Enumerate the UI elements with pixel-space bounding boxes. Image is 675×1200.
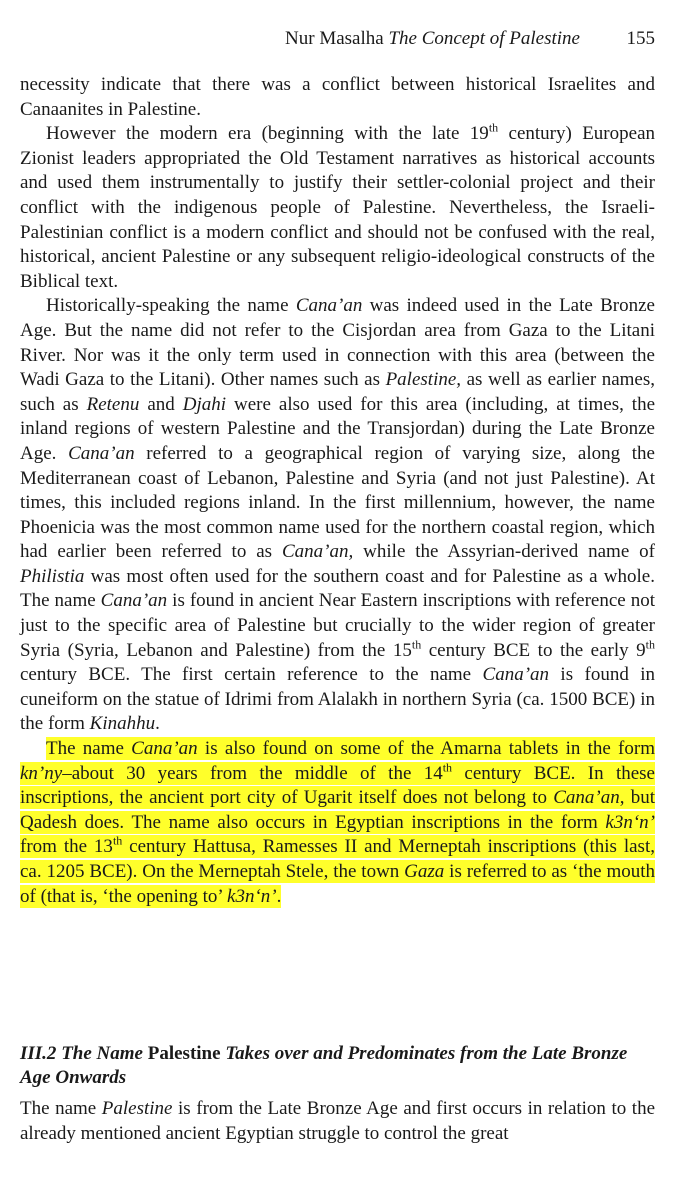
text-run: . (276, 885, 282, 907)
italic-text: Cana’an (553, 787, 620, 809)
italic-text: Palestine (101, 1098, 173, 1119)
section-heading-keyword: Palestine (147, 1043, 221, 1064)
superscript-text: th (442, 760, 453, 775)
text-run: was most often used for the southern coast and for Palestine as a whole. The name (20, 565, 655, 612)
italic-text: k3n‘n’ (605, 811, 655, 833)
text-run: century) European Zionist leaders appropriated the Old Testament narratives as historical accounts and used them instrumentally to justify their settler-colonial project and their conflict with the indigenous people of Palestine. Nevertheless, the Israeli-Palestinian conflict is a modern conflict and should not be confused with the real, historical, ancient Palestine or any subsequent religio-ideological constructs of the Biblical text. (20, 123, 656, 292)
section-heading-part3: Takes over and Predominates from the Late Bronze Age Onwards (20, 1043, 628, 1088)
text-run: referred to a geographical region of varying size, along the Mediterranean coast of Lebanon, Palestine and Syria (and not just Palestine). At times, this included regions inland. In the first millennium, however, the name Phoenicia was the most common name used for the northern coastal region, which had earlier been referred to as (20, 442, 655, 563)
paragraph-1: necessity indicate that there was a conflict between historical Israelites and Canaanites in Palestine. (20, 74, 655, 120)
closing-text (20, 1097, 655, 1146)
text-run: . (155, 713, 160, 735)
text-run: The name (20, 1098, 102, 1119)
text-run: is from the Late Bronze Age and first occurs in relation to the already mentioned ancient Egyptian struggle to control the great (20, 1098, 656, 1144)
text-run: However the modern era (beginning with the late 19 (46, 123, 489, 145)
text-run: century BCE to the early 9 (421, 639, 646, 661)
text-run: is found in cuneiform on the statue of Idrimi from Alalakh in northern Syria (ca. 1500 BCE) in the form (20, 664, 656, 735)
text-run: as well as earlier names, such as (20, 369, 655, 415)
text-run: century Hattusa, Ramesses II and Merneptah inscriptions (this last, ca. 1205 BCE). On the Merneptah Stele, the town (20, 836, 655, 882)
italic-text: Gaza (404, 861, 445, 882)
highlight-mark (20, 737, 655, 908)
body-text (20, 73, 655, 909)
text-run: –about 30 years from the middle of the 14 (62, 762, 443, 784)
italic-text: Retenu (86, 393, 140, 415)
superscript-text: th (645, 637, 656, 652)
paragraph-2 (20, 122, 655, 294)
section-heading-part1: The Name (61, 1043, 143, 1064)
book-title: The Concept of Palestine (388, 28, 580, 49)
italic-text: Cana’an (131, 738, 198, 760)
italic-text: Cana’an (100, 590, 168, 612)
italic-text: Cana’an, (282, 541, 354, 563)
closing-paragraph (20, 1097, 655, 1146)
text-run: century BCE. The first certain reference to the name (20, 664, 483, 686)
text-run: century BCE. In these inscriptions, the ancient port city of Ugarit itself does not belong to (20, 762, 655, 809)
text-run: while the Assyrian-derived name of (353, 541, 655, 563)
italic-text: Cana’an (482, 664, 550, 686)
section-number: III.2 (20, 1043, 57, 1064)
superscript-text: th (488, 120, 499, 135)
text-run: were also used for this area (including, at times, the inland regions of western Palestine and the Transjordan) during the Late Bronze Age. (20, 393, 656, 464)
paragraph-4-highlighted (20, 737, 655, 909)
section-heading (20, 1042, 655, 1090)
author-name: Nur Masalha (285, 28, 384, 49)
italic-text: Kinahhu (89, 713, 156, 735)
superscript-text: th (112, 834, 123, 849)
text-run: from the 13 (20, 836, 113, 858)
italic-text: Djahi (182, 393, 227, 415)
text-run: Historically-speaking the name (46, 295, 296, 317)
italic-text: k3n‘n’ (227, 885, 277, 907)
text-run: The name (46, 738, 132, 760)
text-run: was indeed used in the Late Bronze Age. But the name did not refer to the Cisjordan area from Gaza to the Litani River. Nor was it the only term used in connection with this area (between the Wadi Gaza to the Litani). Other names such as (20, 295, 655, 391)
italic-text: kn’ny (20, 762, 63, 784)
text-run: is referred to as ‘the mouth of (that is, ‘the opening to’ (20, 861, 655, 907)
italic-text: Cana’an (68, 442, 135, 464)
superscript-text: th (411, 637, 422, 652)
italic-text: Cana’an (295, 295, 363, 317)
running-header (20, 28, 655, 58)
paragraph-3 (20, 294, 655, 737)
page-number: 155 (626, 28, 655, 49)
italic-text: Philistia (20, 565, 85, 587)
text-run: , but Qadesh does. The name also occurs in Egyptian inscriptions in the form (20, 787, 655, 833)
text-run: and (139, 393, 183, 415)
italic-text: Palestine, (385, 369, 462, 391)
text-run: is found in ancient Near Eastern inscriptions with reference not just to the specific area of Palestine but crucially to the wider region of greater Syria (Syria, Lebanon and Palestine) from the 15 (20, 590, 655, 661)
running-head (285, 28, 580, 50)
text-run: is also found on some of the Amarna tablets in the form (197, 738, 655, 760)
